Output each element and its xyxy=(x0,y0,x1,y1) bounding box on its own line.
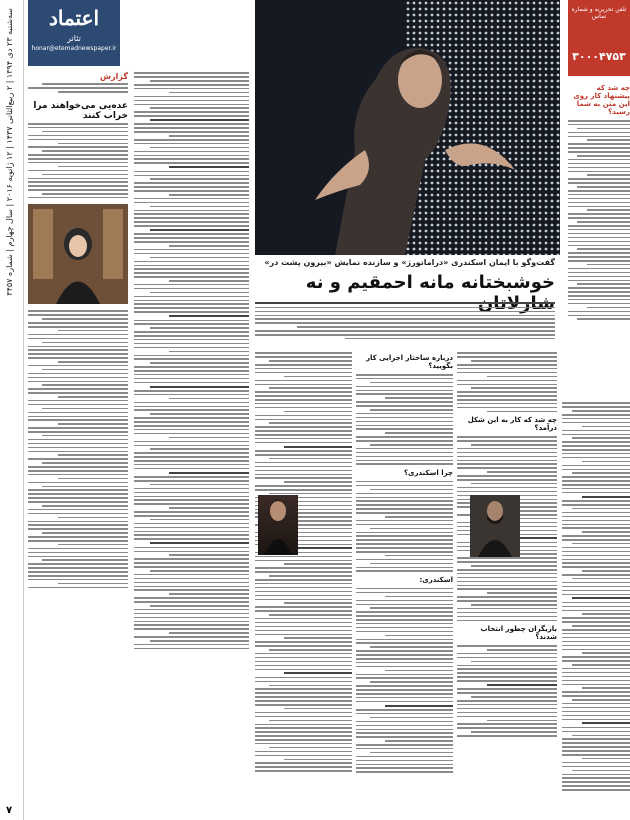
question-3: چرا اسکندری؟ xyxy=(404,468,453,477)
sidebar-column xyxy=(28,70,128,810)
question-1: چه شد که پیشنهاد کار روی این متن به شما رسید؟ xyxy=(573,84,630,116)
sidebar-headline: عده‌یی می‌خواهند مرا خراب کنند xyxy=(33,100,128,121)
section-title: تئاتر xyxy=(67,34,81,43)
sidebar-portrait xyxy=(28,204,128,304)
article-headline: خوشبختانه مانه احمقیم و نه xyxy=(305,272,555,293)
contact-sticker xyxy=(568,0,630,76)
man-portrait-icon xyxy=(258,495,298,555)
date-strip-text: سه‌شنبه ۲۳ دی ۱۳۹۴ | ۲ ربیع‌الثانی ۱۴۳۷ | ۱۲ ژانویه ۲۰۱۶ | سال چهارم | شماره ۳۴۵۷ xyxy=(5,8,14,296)
right-column-top xyxy=(568,80,630,400)
actor-photo-icon xyxy=(255,0,560,255)
hero-image xyxy=(255,0,560,255)
photo-actor-left xyxy=(258,495,298,555)
page-number: ۷ xyxy=(6,805,13,816)
question-2: درباره ساختار اجرایی کار بگویید؟ xyxy=(365,354,453,370)
newspaper-logo: اعتماد xyxy=(48,6,100,30)
question-4: اسکندری: xyxy=(419,575,453,584)
section-email: honar@etemadnewspaper.ir xyxy=(31,45,117,52)
man-portrait-icon xyxy=(470,495,520,557)
sticker-number: ۳۰۰۰۴۷۵۳ xyxy=(572,50,626,63)
photo-actor-right xyxy=(470,495,520,557)
question-6: بازیگران چطور انتخاب شدند؟ xyxy=(480,625,557,642)
text-column-center-left xyxy=(255,350,352,810)
masthead xyxy=(28,0,120,66)
sticker-text: تلفن تحریریه و شماره تماس xyxy=(571,6,627,20)
date-strip xyxy=(0,0,24,820)
question-5: چه شد که کار به این شکل درآمد؟ xyxy=(467,416,557,433)
text-column-2 xyxy=(134,70,249,810)
text-column-center xyxy=(356,350,453,810)
article-intro xyxy=(255,300,555,348)
woman-portrait-icon xyxy=(28,204,128,304)
right-column-bottom xyxy=(562,400,630,810)
sidebar-section-label: گزارش xyxy=(99,72,128,81)
article-kicker: گفت‌وگو با ایمان اسکندری «دراماتورژ» و سازنده نمایش «بیرون پشت در» xyxy=(264,258,555,267)
text-column-center-right xyxy=(457,350,557,810)
